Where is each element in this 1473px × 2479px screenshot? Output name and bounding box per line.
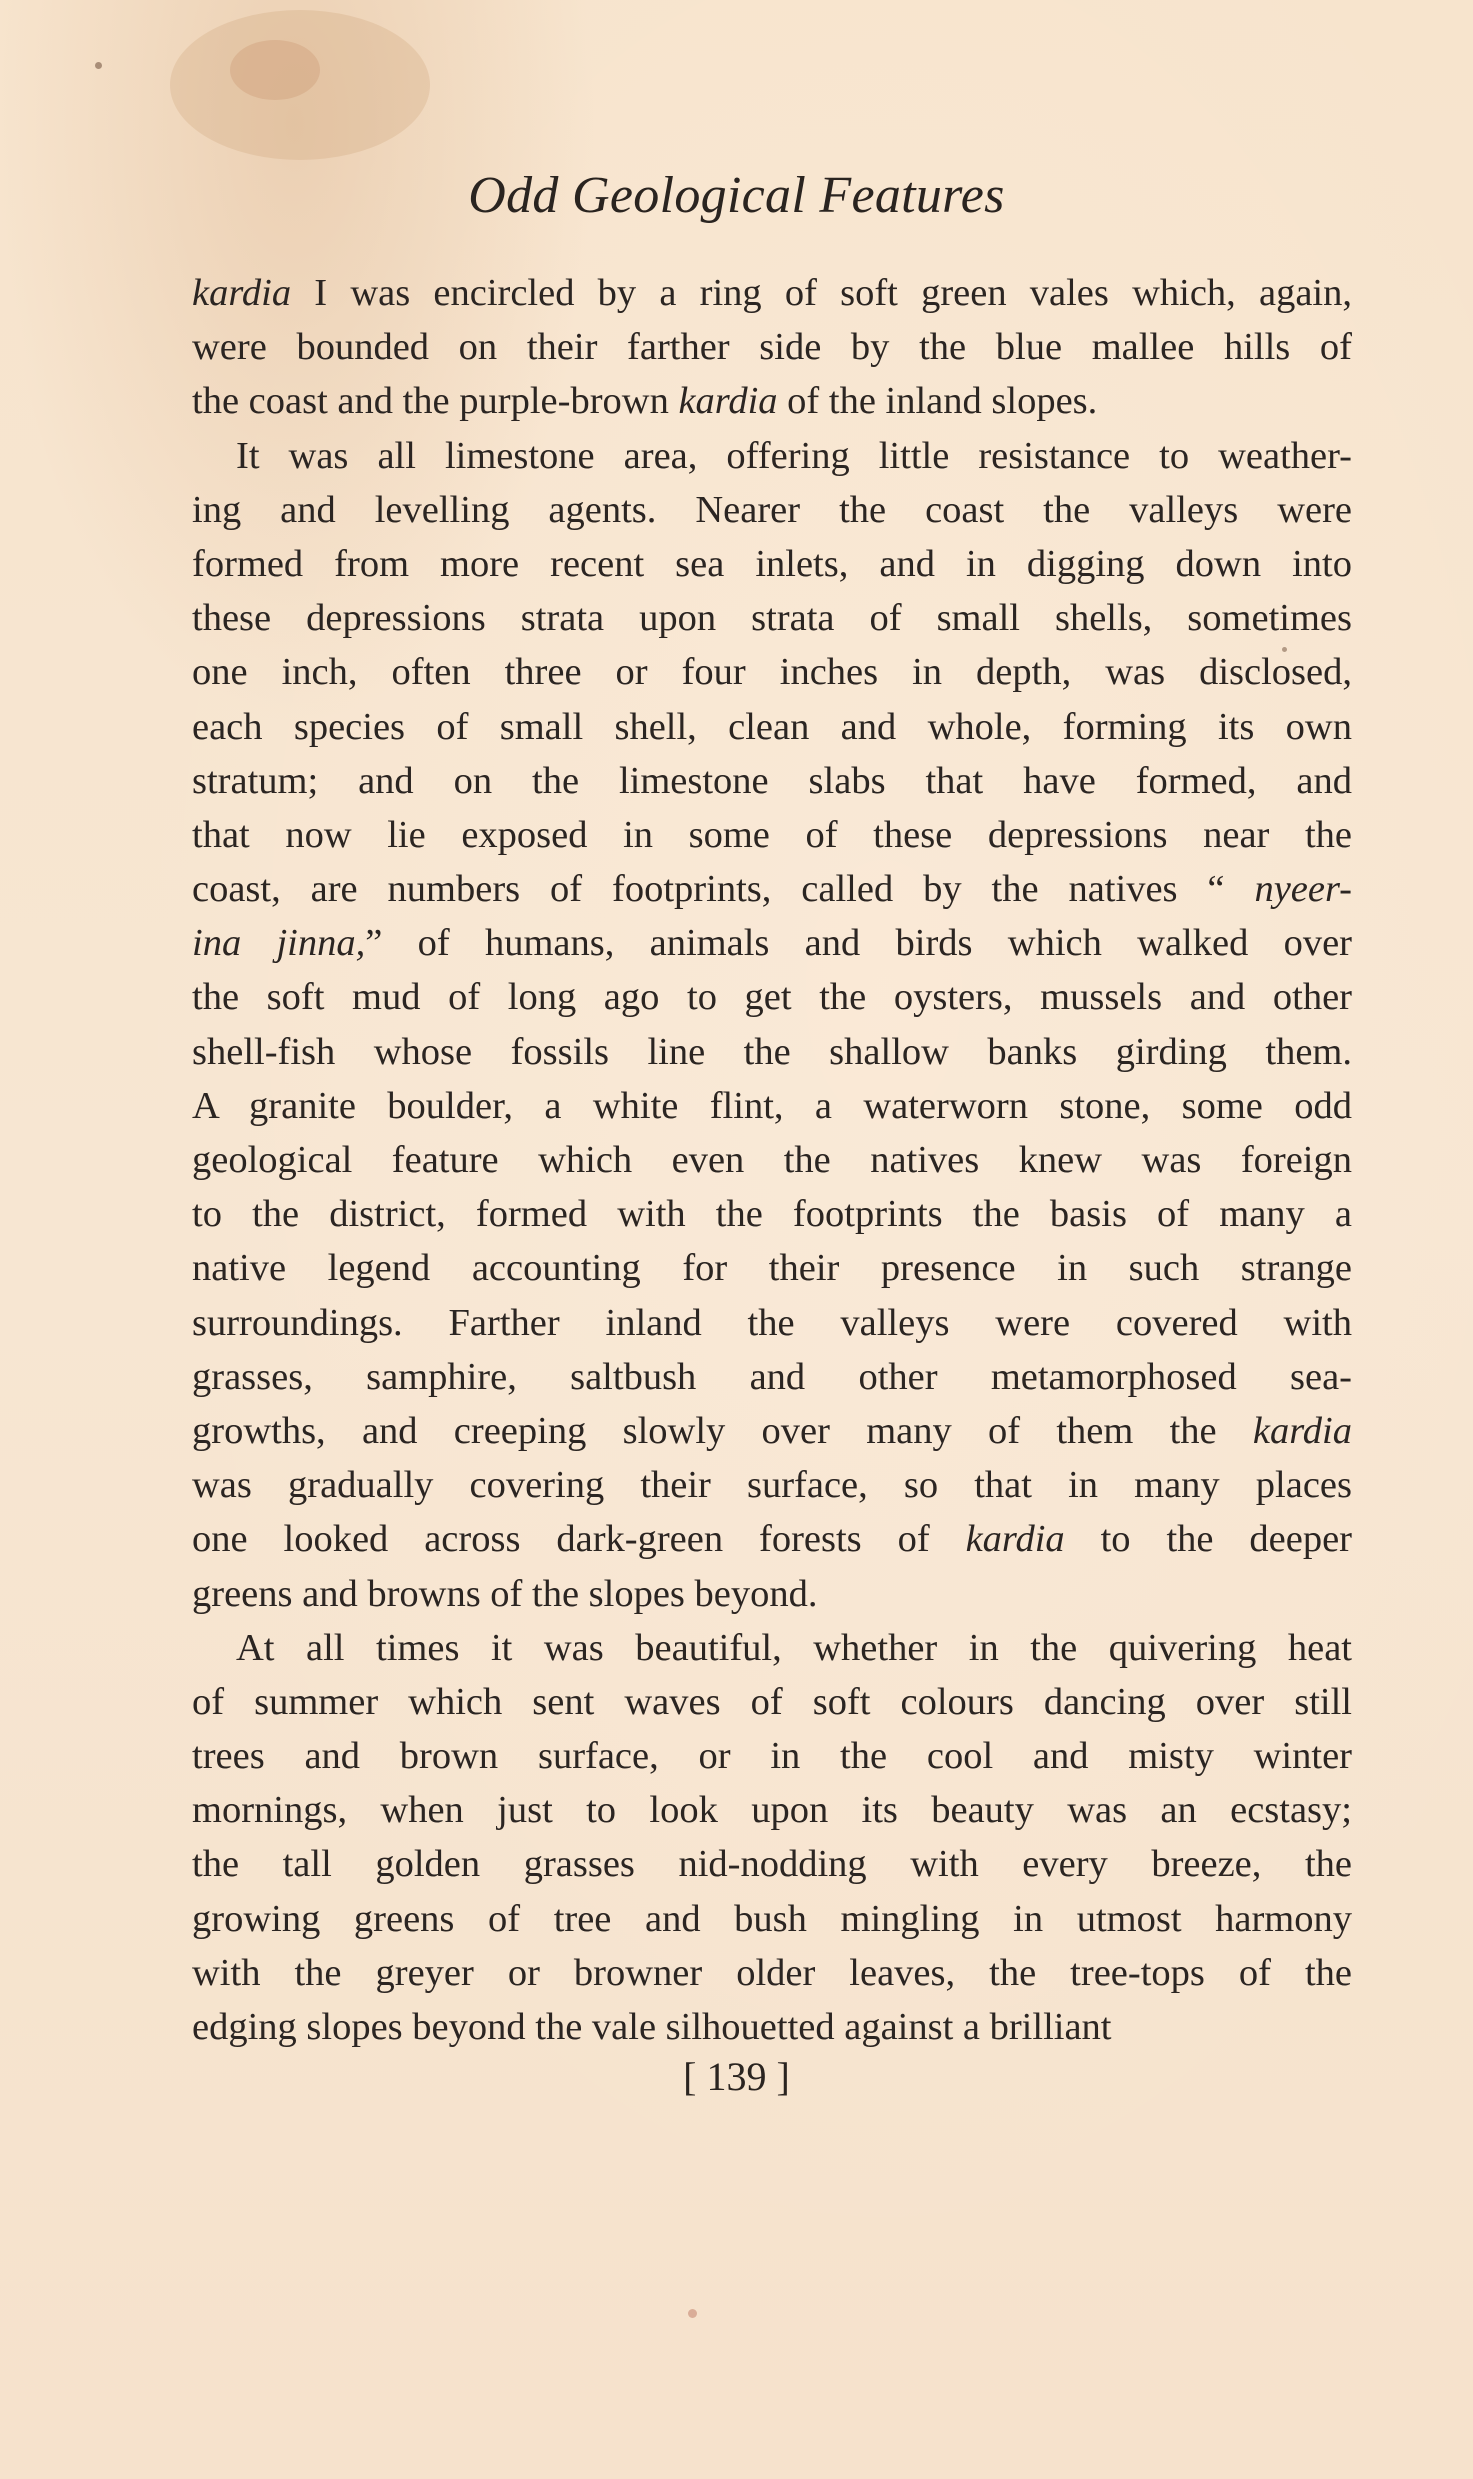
text-line <box>192 1729 1352 1783</box>
text-run: It was all limestone area, offering little resistance to weather- <box>236 434 1352 477</box>
text-line <box>192 1837 1352 1891</box>
text-run: I was encircled by a ring of soft green vales which, again, <box>291 272 1352 314</box>
text-line <box>192 483 1352 537</box>
text-run: to the district, formed with the footprints the basis of many a <box>192 1193 1352 1236</box>
text-run: surroundings. Farther inland the valleys were covered with <box>192 1301 1352 1344</box>
text-run: the tall golden grasses nid-nodding with every breeze, the <box>192 1843 1352 1886</box>
foxing-stain <box>230 40 320 100</box>
text-line <box>192 700 1352 754</box>
running-head: Odd Geological Features <box>468 167 1005 224</box>
text-line <box>192 754 1352 808</box>
text-run: of the inland slopes. <box>777 380 1098 423</box>
text-line <box>192 1892 1352 1946</box>
text-run: At all times it was beautiful, whether in the quivering heat <box>236 1626 1352 1669</box>
foxing-spot <box>688 2309 697 2318</box>
text-line <box>192 1404 1352 1458</box>
text-run: that now lie exposed in some of these depressions near the <box>192 813 1352 856</box>
text-run: geological feature which even the natives knew was foreign <box>192 1139 1352 1181</box>
text-line <box>192 1675 1352 1729</box>
text-line <box>192 1946 1352 2000</box>
text-line <box>192 808 1352 862</box>
text-line <box>192 1783 1352 1837</box>
text-line <box>192 266 1352 320</box>
text-run: these depressions strata upon strata of small shells, sometimes <box>192 597 1352 640</box>
text-line <box>192 1241 1352 1295</box>
text-run: formed from more recent sea inlets, and in digging down into <box>192 542 1352 585</box>
italic-term: kardia <box>678 380 778 423</box>
text-run: the soft mud of long ago to get the oysters, mussels and other <box>192 976 1352 1019</box>
page-number: [ 139 ] <box>683 2054 790 2099</box>
text-run: mornings, when just to look upon its beauty was an ecstasy; <box>192 1789 1352 1832</box>
text-run: was gradually covering their surface, so that in many places <box>192 1464 1352 1507</box>
text-line <box>192 645 1352 699</box>
text-run: to the deeper <box>1064 1518 1352 1561</box>
text-line <box>192 374 1352 428</box>
text-line <box>192 591 1352 645</box>
text-line <box>192 1079 1352 1133</box>
text-run: growing greens of tree and bush mingling in utmost harmony <box>192 1897 1352 1940</box>
text-run: were bounded on their farther side by the blue mallee hills of <box>192 326 1352 369</box>
text-line <box>192 2000 1352 2054</box>
text-line <box>192 970 1352 1024</box>
text-run: trees and brown surface, or in the cool and misty winter <box>192 1735 1352 1778</box>
text-line <box>192 862 1352 916</box>
text-run: one looked across dark-green forests of <box>192 1518 966 1561</box>
text-line <box>192 1133 1352 1187</box>
text-run: ” of humans, animals and birds which walked over <box>365 922 1353 965</box>
text-run: greens and browns of the slopes beyond. <box>192 1572 818 1615</box>
text-line <box>192 537 1352 591</box>
text-line <box>192 1567 1352 1621</box>
text-run: coast, are numbers of footprints, called by the natives “ <box>192 868 1255 911</box>
text-line <box>192 916 1352 970</box>
body-text <box>192 266 1352 2054</box>
text-line <box>192 1621 1352 1675</box>
italic-term: kardia <box>192 272 292 314</box>
text-run: grasses, samphire, saltbush and other metamorphosed sea- <box>192 1355 1352 1398</box>
text-run: stratum; and on the limestone slabs that have formed, and <box>192 759 1352 802</box>
text-line <box>192 1458 1352 1512</box>
text-run: one inch, often three or four inches in depth, was disclosed, <box>192 651 1352 694</box>
text-run: growths, and creeping slowly over many of them the <box>192 1409 1253 1452</box>
text-run: A granite boulder, a white flint, a waterworn stone, some odd <box>192 1084 1352 1127</box>
text-run: of summer which sent waves of soft colours dancing over still <box>192 1680 1352 1723</box>
italic-term: kardia <box>1252 1409 1352 1452</box>
text-run: ing and levelling agents. Nearer the coast the valleys were <box>192 488 1352 531</box>
text-line <box>192 1296 1352 1350</box>
text-line <box>192 1350 1352 1404</box>
text-line <box>192 1512 1352 1566</box>
text-line <box>192 320 1352 374</box>
text-run: edging slopes beyond the vale silhouetted against a brilliant <box>192 2006 1112 2048</box>
foxing-spot <box>95 62 102 69</box>
text-run: shell-fish whose fossils line the shallow banks girding them. <box>192 1030 1352 1073</box>
italic-term: kardia <box>965 1518 1065 1561</box>
italic-term: nyeer- <box>1254 868 1352 911</box>
text-run: each species of small shell, clean and whole, forming its own <box>192 705 1352 748</box>
text-run: with the greyer or browner older leaves, the tree-tops of the <box>192 1951 1352 1994</box>
text-line <box>192 1025 1352 1079</box>
text-line <box>192 1187 1352 1241</box>
text-run: native legend accounting for their presence in such strange <box>192 1247 1352 1290</box>
text-run: the coast and the purple-brown <box>192 380 679 423</box>
italic-term: ina jinna, <box>192 922 366 965</box>
text-line <box>192 429 1352 483</box>
